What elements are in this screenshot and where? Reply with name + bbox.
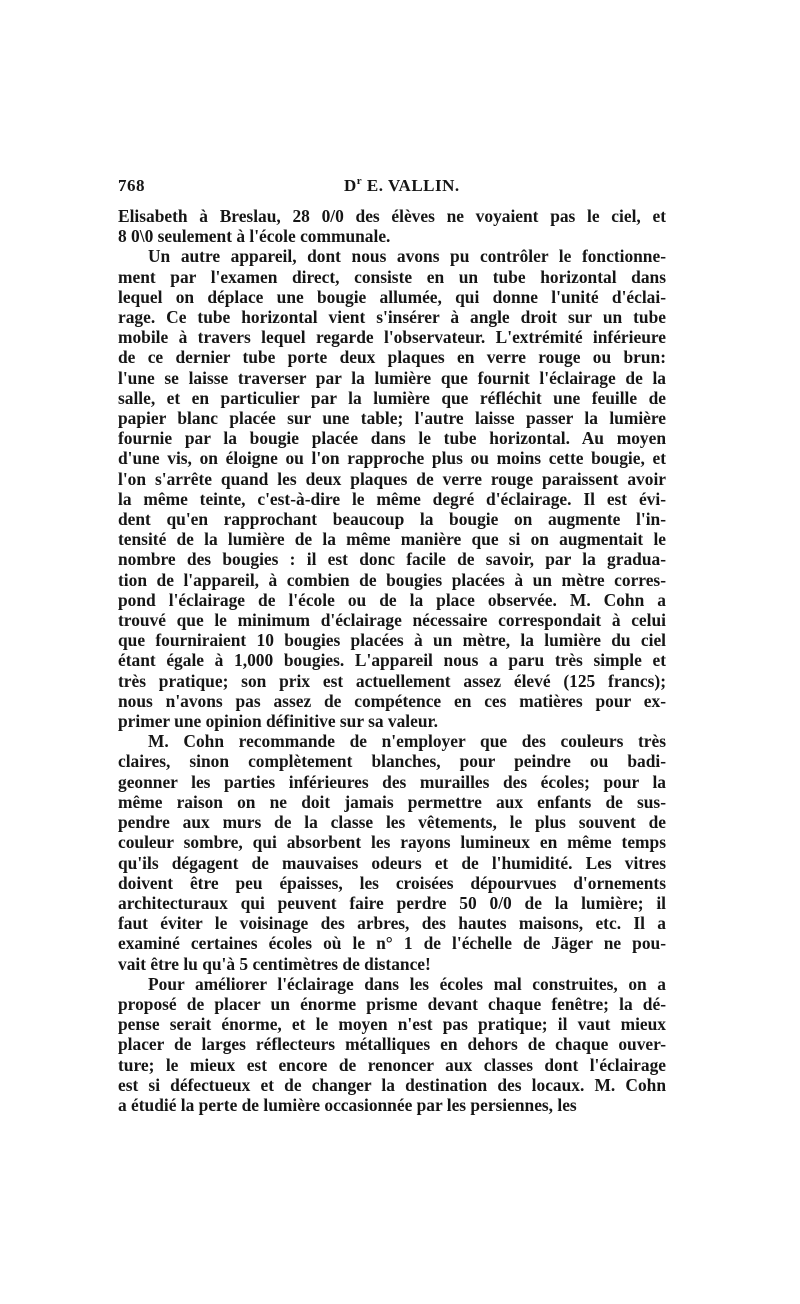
- page-header: [118, 176, 666, 202]
- text-line: faut éviter le voisinage des arbres, des hautes maisons, etc. Il a: [118, 913, 666, 934]
- text-line: même raison on ne doit jamais permettre aux enfants de sus-: [118, 791, 666, 812]
- text-line: salle, et en particulier par la lumière que réfléchit une feuille de: [118, 387, 666, 408]
- text-line: que fourniraient 10 bougies placées à un mètre, la lumière du ciel: [118, 630, 666, 651]
- text-line: très pratique; son prix est actuellement assez élevé (125 francs);: [118, 670, 666, 691]
- paragraph: [118, 246, 666, 731]
- text-line: trouvé que le minimum d'éclairage nécessaire correspondait à celui: [118, 610, 666, 631]
- author-prefix: D: [344, 176, 357, 195]
- text-line: geonner les parties inférieures des murailles des écoles; pour la: [118, 771, 666, 792]
- text-line: M. Cohn recommande de n'employer que des couleurs très: [148, 731, 666, 752]
- text-line: nombre des bougies : il est donc facile de savoir, par la gradua-: [118, 549, 666, 570]
- text-line: examiné certaines écoles où le n° 1 de l'échelle de Jäger ne pou-: [118, 933, 666, 954]
- text-line: primer une opinion définitive sur sa valeur.: [118, 711, 438, 732]
- paragraph: [118, 206, 666, 246]
- text-line: fournie par la bougie placée dans le tube horizontal. Au moyen: [118, 428, 666, 449]
- text-line: papier blanc placée sur une table; l'autre laisse passer la lumière: [118, 408, 666, 429]
- text-line: proposé de placer un énorme prisme devant chaque fenêtre; la dé-: [118, 993, 666, 1014]
- text-line: ture; le mieux est encore de renoncer aux classes dont l'éclairage: [118, 1054, 666, 1075]
- text-line: d'une vis, on éloigne ou l'on rapproche plus ou moins cette bougie, et: [118, 448, 666, 469]
- text-line: qu'ils dégagent de mauvaises odeurs et de l'humidité. Les vitres: [118, 852, 666, 873]
- text-line: architecturaux qui peuvent faire perdre 50 0/0 de la lumière; il: [118, 892, 666, 913]
- text-line: la même teinte, c'est-à-dire le même degré d'éclairage. Il est évi-: [118, 488, 666, 509]
- text-line: rage. Ce tube horizontal vient s'insérer à angle droit sur un tube: [118, 307, 666, 328]
- text-line: vait être lu qu'à 5 centimètres de distance!: [118, 953, 431, 974]
- text-line: Elisabeth à Breslau, 28 0/0 des élèves ne voyaient pas le ciel, et: [118, 206, 666, 226]
- text-line: pense serait énorme, et le moyen n'est pas pratique; il vaut mieux: [118, 1014, 666, 1035]
- author-name: E. VALLIN.: [366, 176, 460, 195]
- text-line: 8 0\0 seulement à l'école communale.: [118, 226, 391, 247]
- text-line: Pour améliorer l'éclairage dans les écoles mal construites, on a: [148, 973, 666, 994]
- text-line: l'on s'arrête quand les deux plaques de verre rouge paraissent avoir: [118, 468, 666, 489]
- text-line: a étudié la perte de lumière occasionnée par les persiennes, les: [118, 1094, 577, 1115]
- text-line: dent qu'en rapprochant beaucoup la bougie on augmente l'in-: [118, 509, 666, 530]
- text-line: de ce dernier tube porte deux plaques en verre rouge ou brun:: [118, 347, 666, 368]
- text-line: mobile à travers lequel regarde l'observateur. L'extrémité inférieure: [118, 327, 666, 348]
- text-line: couleur sombre, qui absorbent les rayons lumineux en même temps: [118, 832, 666, 853]
- text-line: pendre aux murs de la classe les vêtements, le plus souvent de: [118, 812, 666, 833]
- text-line: Un autre appareil, dont nous avons pu contrôler le fonctionne-: [148, 246, 666, 267]
- text-line: doivent être peu épaisses, les croisées dépourvues d'ornements: [118, 872, 666, 893]
- text-line: claires, sinon complètement blanches, pour peindre ou badi-: [118, 751, 666, 772]
- text-line: tion de l'appareil, à combien de bougies placées à un mètre corres-: [118, 569, 666, 590]
- text-line: pond l'éclairage de l'école ou de la place observée. M. Cohn a: [118, 589, 666, 610]
- text-line: placer de larges réflecteurs métalliques en dehors de chaque ouver-: [118, 1034, 666, 1055]
- paragraph: [118, 974, 666, 1115]
- text-line: ment par l'examen direct, consiste en un tube horizontal dans: [118, 266, 666, 287]
- text-line: l'une se laisse traverser par la lumière que fournit l'éclairage de la: [118, 367, 666, 388]
- body-text: [118, 206, 666, 1115]
- author-sup: r: [356, 175, 363, 187]
- paragraph: [118, 731, 666, 973]
- text-line: étant égale à 1,000 bougies. L'appareil nous a paru très simple et: [118, 650, 666, 671]
- text-line: tensité de la lumière de la même manière que si on augmentait le: [118, 529, 666, 550]
- text-line: lequel on déplace une bougie allumée, qui donne l'unité d'éclai-: [118, 286, 666, 307]
- text-line: nous n'avons pas assez de compétence en ces matières pour ex-: [118, 690, 666, 711]
- text-line: est si défectueux et de changer la destination des locaux. M. Cohn: [118, 1074, 666, 1095]
- page-number: 768: [118, 176, 145, 195]
- running-title: [344, 176, 460, 196]
